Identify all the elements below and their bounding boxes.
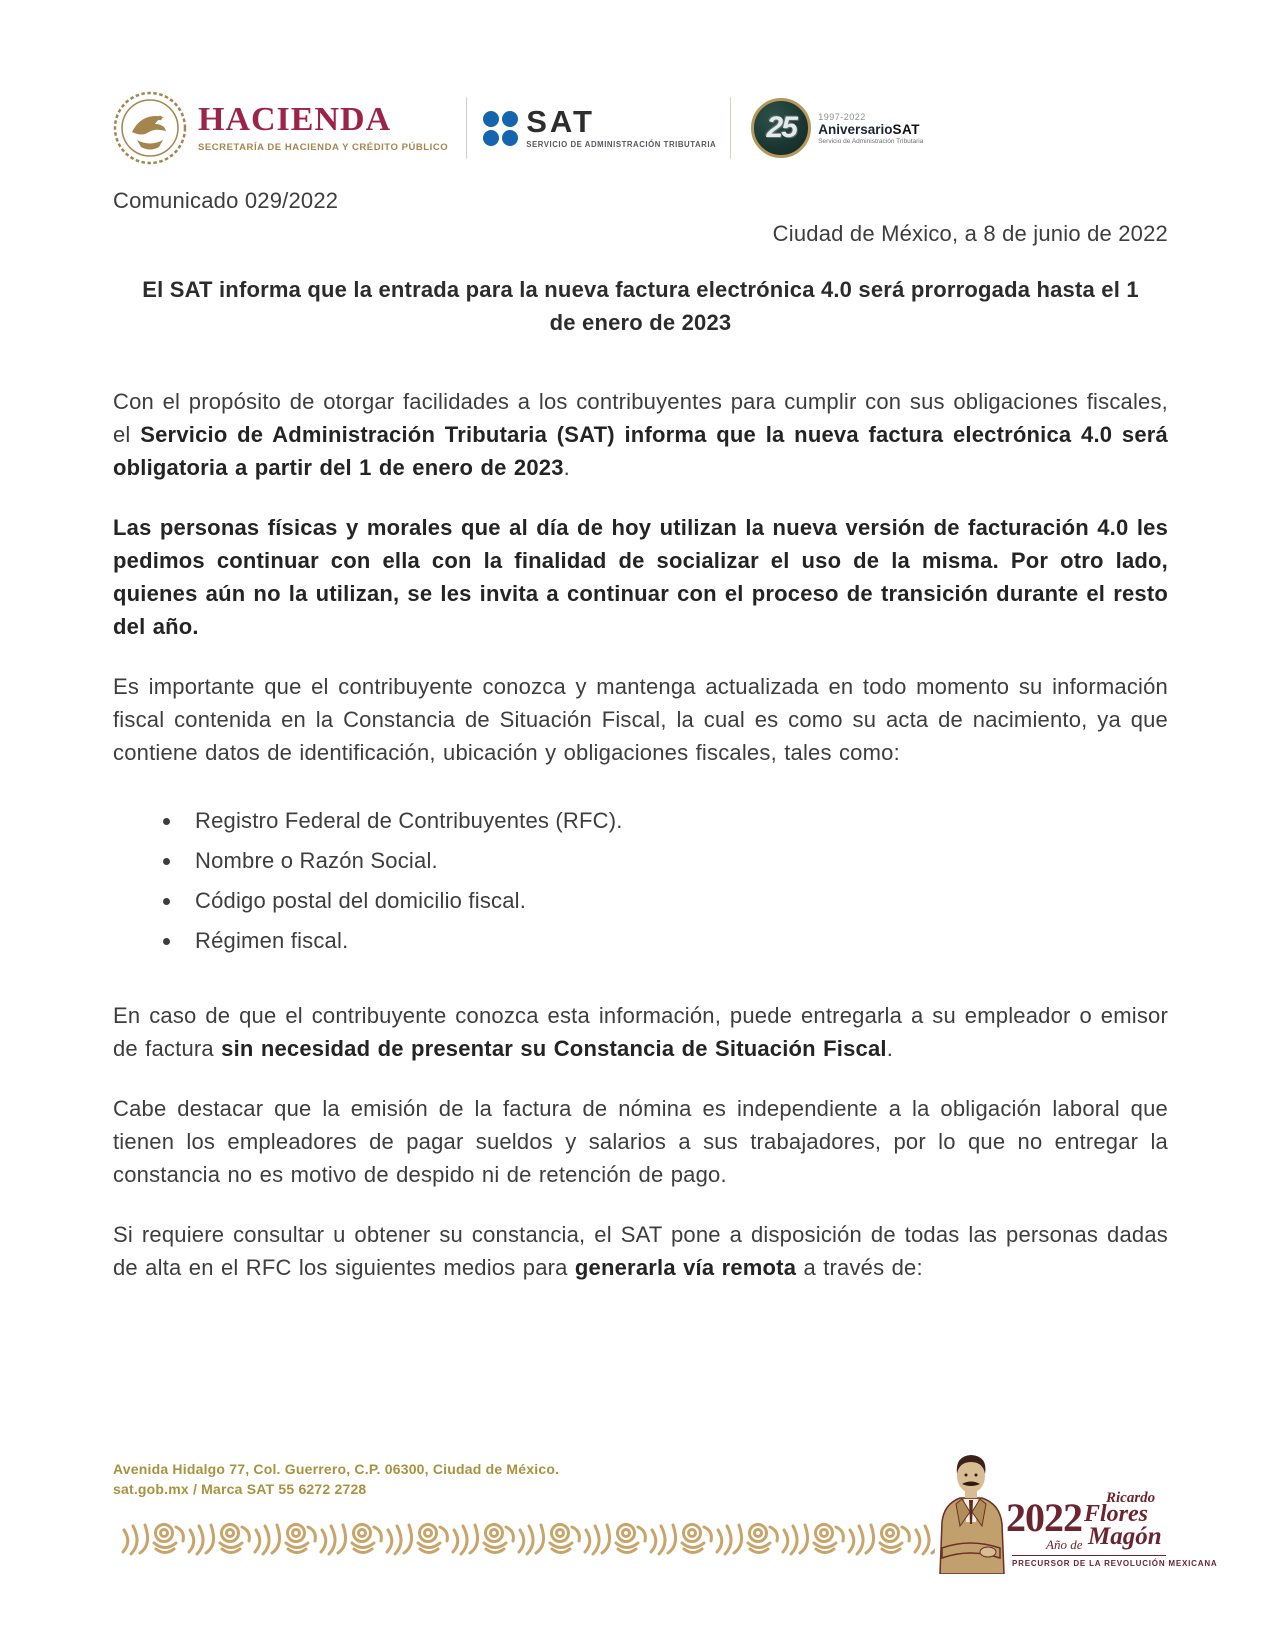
sat-subtitle: SERVICIO DE ADMINISTRACIÓN TRIBUTARIA [526, 140, 717, 149]
magon-first-name: Ricardo [1106, 1490, 1156, 1506]
list-item: • Registro Federal de Contribuyentes (RFC). [183, 801, 1168, 841]
footer-address-line2: sat.gob.mx / Marca SAT 55 6272 2728 [113, 1480, 367, 1497]
sat-dot [483, 130, 499, 146]
logo-divider [730, 97, 731, 159]
hacienda-logo [198, 103, 448, 153]
footer-address [113, 1460, 559, 1499]
list-item: • Nombre o Razón Social. [183, 841, 1168, 881]
aniversario-25-badge [751, 98, 923, 158]
paragraph-5: Cabe destacar que la emisión de la factura de nómina es independiente a la obligación laboral que tienen los empleadores de pagar sueldos y salarios a sus trabajadores, por lo que no entregar la constancia no es motivo de despido ni de retención de pago. [113, 1096, 1168, 1187]
document-body [113, 188, 1168, 1284]
paragraph-2: Las personas físicas y morales que al día de hoy utilizan la nueva versión de facturación 4.0 les pedimos continuar con ella con la finalidad de socializar el uso de la misma. Por otro lado, quienes aún no la utilizan, se les invita a continuar con el proceso de transición durante el resto del año. [113, 515, 1168, 639]
sat-dot [502, 130, 518, 146]
magon-2022-logo [1000, 1490, 1218, 1570]
sat-dot [502, 111, 518, 127]
logo-divider [466, 97, 467, 159]
document-title: El SAT informa que la entrada para la nueva factura electrónica 4.0 será prorrogada hasta el 1 de enero de 2023 [142, 277, 1139, 335]
list-item: • Código postal del domicilio fiscal. [183, 881, 1168, 921]
sat-dot [483, 111, 499, 127]
sat-wordmark: SAT [526, 104, 595, 139]
fiscal-data-list [113, 801, 1168, 961]
paragraph-4: En caso de que el contribuyente conozca esta información, puede entregarla a su empleador o emisor de factura sin necesidad de presentar su Constancia de Situación Fiscal. [113, 1003, 1168, 1061]
paragraph-3: Es importante que el contribuyente conozca y mantenga actualizada en todo momento su información fiscal contenida en la Constancia de Situación Fiscal, la cual es como su acta de nacimiento, ya que contiene datos de identificación, ubicación y obligaciones fiscales, tales como: [113, 674, 1168, 765]
aniversario-text [818, 112, 923, 145]
aniversario-title: AniversarioSAT [818, 121, 921, 137]
list-item: • Régimen fiscal. [183, 921, 1168, 961]
sat-dots-icon [483, 111, 518, 146]
decorative-band [120, 1522, 935, 1556]
magon-last-name1: Flores [1084, 1501, 1149, 1527]
paragraph-1: Con el propósito de otorgar facilidades a los contribuyentes para cumplir con sus obligaciones fiscales, el Servicio de Administración Tributaria (SAT) informa que la nueva factura electrónica 4.0 será obligatoria a partir del 1 de enero de 2023. [113, 389, 1168, 480]
comunicado-number: Comunicado 029/2022 [113, 188, 339, 213]
hacienda-wordmark: HACIENDA [198, 101, 392, 138]
aniversario-years: 1997-2022 [818, 111, 866, 122]
paragraph-6: Si requiere consultar u obtener su constancia, el SAT pone a disposición de todas las personas dadas de alta en el RFC los siguientes medios para generarla vía remota a través de: [113, 1222, 1168, 1280]
magon-tagline: PRECURSOR DE LA REVOLUCIÓN MEXICANA [1012, 1555, 1166, 1568]
sat-logo [483, 104, 717, 149]
hacienda-eagle-seal-icon [112, 88, 188, 168]
magon-ano-de: Año de [1046, 1537, 1083, 1552]
magon-last-name2: Magón [1088, 1523, 1162, 1550]
aniversario-subtitle: Servicio de Administración Tributaria [818, 137, 924, 145]
sat-logo-text [526, 104, 717, 149]
dateline: Ciudad de México, a 8 de junio de 2022 [772, 221, 1168, 246]
header-logos [112, 88, 923, 168]
aniversario-number: 25 [766, 111, 796, 144]
footer-address-line1: Avenida Hidalgo 77, Col. Guerrero, C.P. 06300, Ciudad de México. [113, 1461, 560, 1477]
hacienda-subtitle: SECRETARÍA DE HACIENDA Y CRÉDITO PÚBLICO [198, 142, 449, 153]
aniversario-25-circle-icon [751, 98, 811, 158]
magon-year: 2022 [1006, 1495, 1082, 1540]
